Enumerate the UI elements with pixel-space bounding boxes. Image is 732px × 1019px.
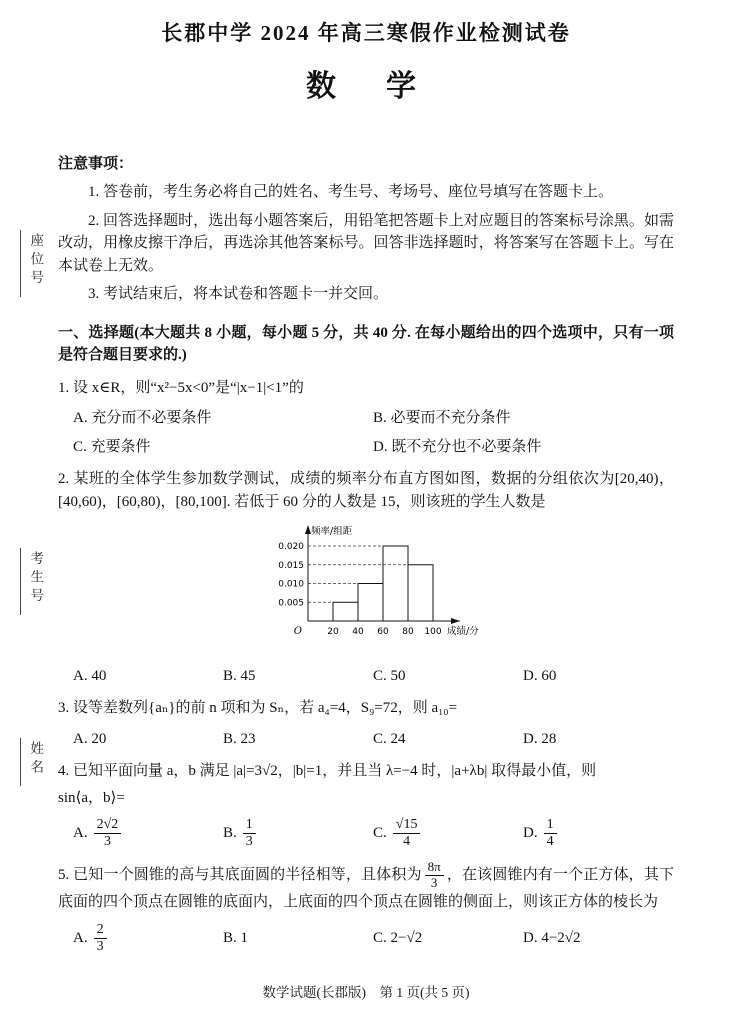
notice-heading: 注意事项： bbox=[58, 155, 134, 172]
question-2-option-c: C. 50 bbox=[373, 667, 406, 684]
option-label: A. bbox=[73, 929, 88, 946]
notice-item-2: 2. 回答选择题时，选出每小题答案后，用铅笔把答题卡上对应题目的答案标号涂黑。如需改动，用橡皮擦干净后，再选涂其他答案标号。回答非选择题时，将答案写在答题卡上。写在本试卷上无效。 bbox=[58, 212, 674, 274]
svg-text:频率/组距: 频率/组距 bbox=[311, 526, 353, 537]
svg-text:60: 60 bbox=[377, 627, 389, 637]
question-4-stem: 4. 已知平面向量 a，b 满足 |a|=3√2，|b|=1，并且当 λ=−4 时，|a+λb| 取得最小值，则 bbox=[58, 763, 597, 779]
question-5-stem-part1: 5. 已知一个圆锥的高与其底面圆的半径相等，且体积为 bbox=[58, 867, 422, 884]
fraction bbox=[243, 817, 256, 850]
question-5 bbox=[58, 860, 674, 955]
option-label: A. bbox=[73, 825, 88, 842]
margin-label-seat-number: 座位号 bbox=[20, 230, 47, 297]
fraction bbox=[94, 817, 122, 850]
option-label: C. bbox=[373, 825, 387, 842]
svg-text:20: 20 bbox=[327, 627, 339, 637]
fraction-denominator: 3 bbox=[245, 834, 253, 850]
question-1 bbox=[58, 377, 674, 459]
svg-text:80: 80 bbox=[402, 627, 414, 637]
question-3-option-d: D. 28 bbox=[523, 730, 557, 747]
fraction-numerator: 2√2 bbox=[94, 817, 122, 834]
q2-frequency-histogram bbox=[258, 521, 674, 657]
fraction-denominator: 3 bbox=[430, 875, 438, 891]
question-2-option-d: D. 60 bbox=[523, 667, 557, 684]
fraction-numerator: 2 bbox=[94, 922, 107, 939]
question-3-option-b: B. 23 bbox=[223, 730, 256, 747]
fraction-numerator: 1 bbox=[544, 817, 557, 834]
svg-text:0.010: 0.010 bbox=[278, 579, 304, 590]
svg-text:0.020: 0.020 bbox=[278, 542, 304, 552]
subject-title: 数 学 bbox=[306, 69, 426, 103]
question-2-stem: 2. 某班的全体学生参加数学测试，成绩的频率分布直方图如图，数据的分组依次为[20,40)，[40,60)，[60,80)，[80,100]. 若低于 60 分的人数是 15，则该班的学生人数是 bbox=[58, 471, 674, 510]
fraction-denominator: 3 bbox=[103, 834, 111, 850]
question-2-options bbox=[58, 659, 674, 688]
question-1-option-d: D. 既不充分也不必要条件 bbox=[373, 438, 542, 455]
svg-text:40: 40 bbox=[352, 627, 364, 637]
question-4-option-a bbox=[73, 817, 223, 850]
notice-item-3: 3. 考试结束后，将本试卷和答题卡一并交回。 bbox=[88, 286, 389, 302]
fraction bbox=[94, 922, 107, 955]
svg-text:0.015: 0.015 bbox=[278, 560, 304, 571]
fraction-denominator: 3 bbox=[96, 938, 104, 954]
question-2-option-b: B. 45 bbox=[223, 667, 256, 684]
fraction-numerator: 1 bbox=[243, 817, 256, 834]
section-heading: 一、选择题(本大题共 8 小题，每小题 5 分，共 40 分. 在每小题给出的四个选项中，只有一项是符合题目要求的.) bbox=[58, 324, 674, 363]
paper-title: 长郡中学 2024 年高三寒假作业检测试卷 bbox=[161, 21, 571, 45]
svg-text:100: 100 bbox=[424, 627, 442, 637]
question-4-options bbox=[58, 811, 674, 850]
question-5-stem bbox=[58, 860, 674, 913]
fraction bbox=[544, 817, 557, 850]
question-4 bbox=[58, 760, 674, 850]
question-4-option-d bbox=[523, 817, 673, 850]
notice-item-1: 1. 答卷前，考生务必将自己的姓名、考生号、考场号、座位号填写在答题卡上。 bbox=[88, 184, 614, 200]
option-label: B. bbox=[223, 825, 237, 842]
fraction bbox=[393, 817, 421, 850]
question-3-option-c: C. 24 bbox=[373, 730, 406, 747]
svg-text:0.005: 0.005 bbox=[278, 598, 304, 609]
question-1-stem: 1. 设 x∈R，则“x²−5x<0”是“|x−1|<1”的 bbox=[58, 379, 304, 396]
question-4-option-b bbox=[223, 817, 373, 850]
svg-text:成绩/分: 成绩/分 bbox=[447, 626, 479, 637]
notice-section bbox=[58, 153, 674, 306]
question-3-stem: 3. 设等差数列{aₙ}的前 n 项和为 Sₙ，若 a₄=4，S₉=72，则 a₁₀= bbox=[58, 700, 458, 716]
option-label: D. bbox=[523, 825, 538, 842]
question-2-option-a: A. 40 bbox=[73, 667, 107, 684]
page-content bbox=[58, 0, 674, 955]
question-3 bbox=[58, 697, 674, 750]
margin-label-name: 姓名 bbox=[20, 738, 47, 786]
fraction-denominator: 4 bbox=[403, 834, 411, 850]
question-1-option-a: A. 充分而不必要条件 bbox=[73, 410, 212, 426]
question-4-stem-line2: sin⟨a，b⟩= bbox=[58, 789, 125, 806]
question-3-options bbox=[58, 722, 674, 751]
question-4-option-c bbox=[373, 817, 523, 850]
page-footer: 数学试题(长郡版) 第 1 页(共 5 页) bbox=[262, 984, 470, 1000]
question-2 bbox=[58, 468, 674, 687]
question-1-option-b: B. 必要而不充分条件 bbox=[373, 410, 511, 426]
fraction-numerator: 8π bbox=[425, 860, 444, 876]
question-5-stem-part2: ，在该圆锥内有一个正方体，其下底面的四个顶点在圆锥的底面内，上底面的四个顶点在圆锥的侧面上，则该正方体的棱长为 bbox=[58, 867, 674, 911]
question-1-options bbox=[58, 401, 674, 458]
svg-text:O: O bbox=[293, 626, 302, 637]
fraction-numerator: √15 bbox=[393, 817, 421, 834]
question-5-option-b: B. 1 bbox=[223, 929, 249, 946]
question-3-option-a: A. 20 bbox=[73, 730, 107, 747]
question-5-option-a bbox=[73, 922, 223, 955]
fraction bbox=[425, 860, 444, 891]
question-5-option-d: D. 4−2√2 bbox=[523, 929, 581, 946]
question-5-option-c: C. 2−√2 bbox=[373, 929, 423, 946]
histogram-chart bbox=[258, 521, 513, 649]
question-5-options bbox=[58, 916, 674, 955]
margin-label-candidate-number: 考生号 bbox=[20, 548, 47, 615]
question-1-option-c: C. 充要条件 bbox=[73, 438, 151, 455]
fraction-denominator: 4 bbox=[546, 834, 554, 850]
